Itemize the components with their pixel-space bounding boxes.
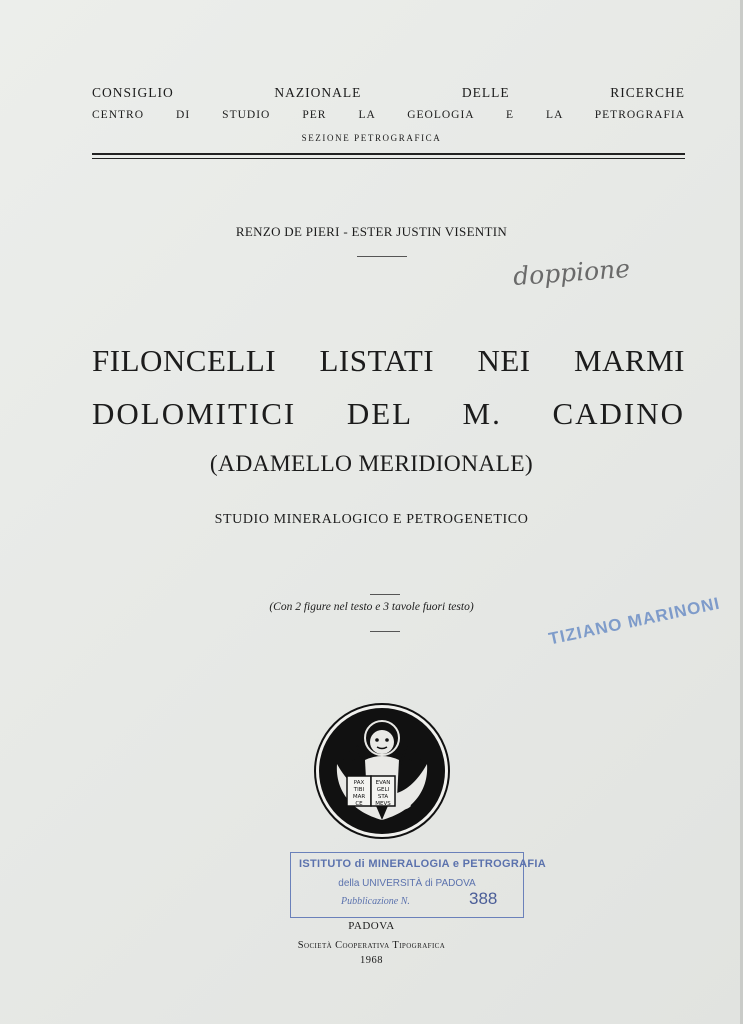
book-text: PAX <box>353 780 365 786</box>
handwritten-note: doppione <box>512 253 631 292</box>
title-line-3: (ADAMELLO MERIDIONALE) <box>209 451 534 477</box>
book-text: MEVS <box>375 801 391 807</box>
figures-note: (Con 2 figure nel testo e 3 tavole fuori testo) <box>269 601 474 613</box>
book-text: EVAN <box>375 780 391 786</box>
title-line-1: FILONCELLI LISTATI NEI MARMI <box>92 343 685 378</box>
header-section: SEZIONE PETROGRAFICA <box>301 133 442 143</box>
header-council: CONSIGLIO NAZIONALE DELLE RICERCHE <box>92 85 685 100</box>
book-text: STA <box>377 794 389 800</box>
authors: RENZO DE PIERI - ESTER JUSTIN VISENTIN <box>235 224 508 239</box>
header-rule-thick <box>92 153 685 155</box>
book-text: GELI <box>376 787 390 793</box>
institute-stamp-line1: ISTITUTO di MINERALOGIA e PETROGRAFIA <box>299 858 546 870</box>
divider-short <box>357 256 407 257</box>
divider-short <box>370 631 400 632</box>
imprint-year: 1968 <box>360 955 383 966</box>
title-line-2: DOLOMITICI DEL M. CADINO <box>92 396 685 431</box>
subtitle: STUDIO MINERALOGICO E PETROGENETICO <box>214 512 529 527</box>
lion-of-saint-mark-emblem-icon <box>313 702 451 840</box>
imprint-city: PADOVA <box>348 920 395 932</box>
book-text: MAR <box>352 794 366 800</box>
book-text: TIBI <box>353 787 365 793</box>
owner-stamp: TIZIANO MARINONI <box>547 593 722 649</box>
institute-stamp-line3: Pubblicazione N. <box>341 896 410 907</box>
book-text: CE <box>355 801 363 807</box>
imprint-printer: Società Cooperativa Tipografica <box>297 940 446 951</box>
divider-short <box>370 594 400 595</box>
institute-stamp-line2: della UNIVERSITÀ di PADOVA <box>338 878 476 889</box>
header-rule-thin <box>92 158 685 159</box>
header-center: CENTRO DI STUDIO PER LA GEOLOGIA E LA PETROGRAFIA <box>92 109 685 121</box>
publication-number: 388 <box>469 889 498 908</box>
institute-stamp <box>290 852 546 918</box>
